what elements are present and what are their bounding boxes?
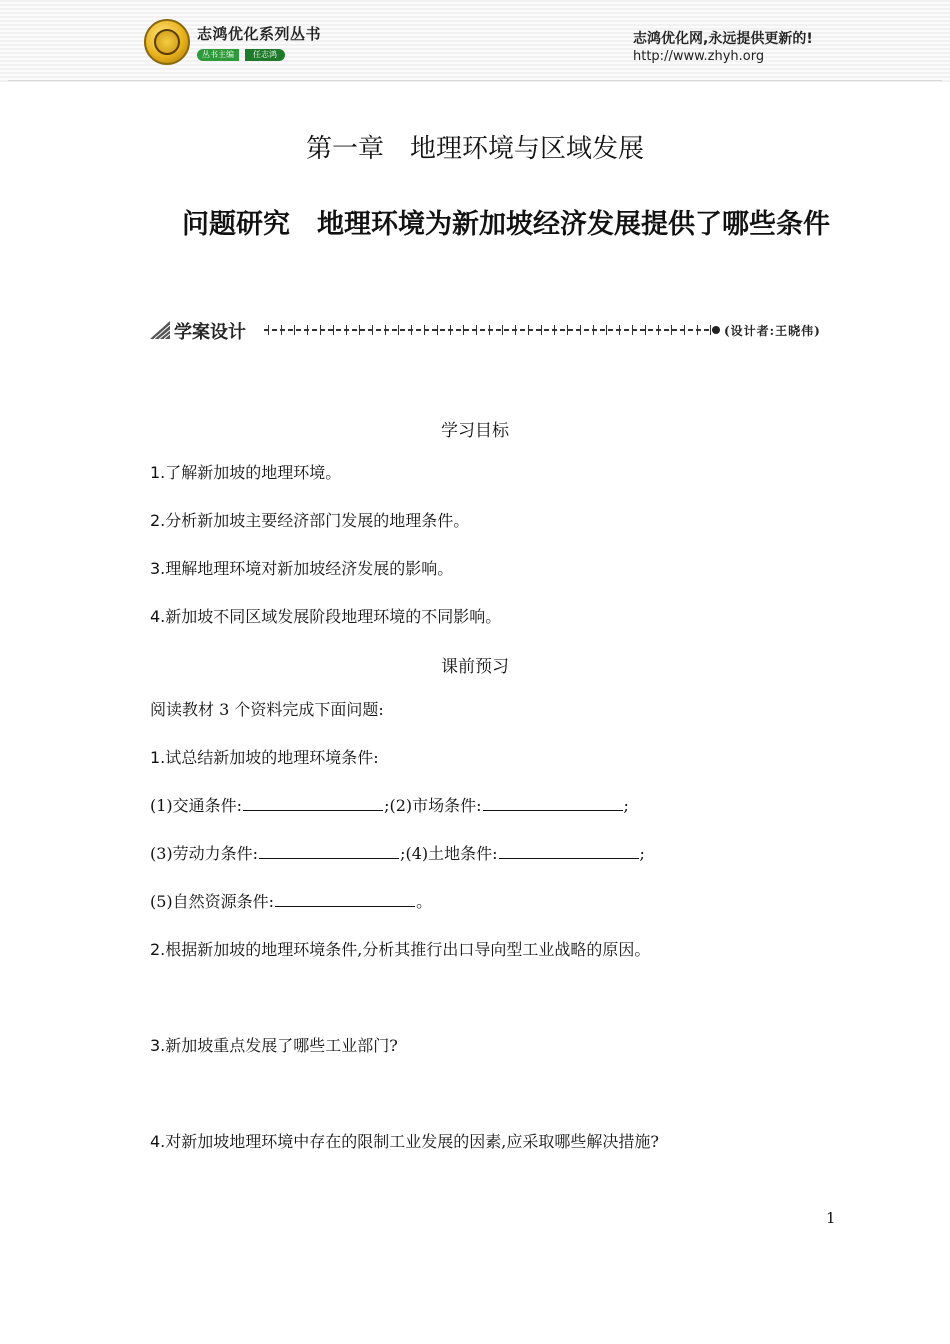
editor-badge-name: 任志鸿 bbox=[245, 49, 285, 61]
question-1: 1.试总结新加坡的地理环境条件: bbox=[150, 748, 379, 767]
page-header bbox=[0, 0, 950, 82]
chapter-title: 第一章 地理环境与区域发展 bbox=[305, 134, 644, 164]
fill-line-2: (3)劳动力条件: ;(4)土地条件: ; bbox=[150, 844, 645, 863]
question-4: 4.对新加坡地理环境中存在的限制工业发展的因素,应采取哪些解决措施? bbox=[150, 1132, 659, 1151]
header-slogan: 志鸿优化网,永远提供更新的! bbox=[633, 31, 813, 47]
header-url: http://www.zhyh.org bbox=[633, 49, 765, 64]
question-2: 2.根据新加坡的地理环境条件,分析其推行出口导向型工业战略的原因。 bbox=[150, 940, 651, 959]
answer-blank-market[interactable] bbox=[483, 796, 623, 811]
answer-blank-resources[interactable] bbox=[275, 892, 415, 907]
objective-item: 2.分析新加坡主要经济部门发展的地理条件。 bbox=[150, 511, 470, 530]
objective-item: 1.了解新加坡的地理环境。 bbox=[150, 463, 342, 482]
answer-blank-labor[interactable] bbox=[259, 844, 399, 859]
section-pen-icon bbox=[150, 321, 170, 339]
editor-badge-label: 丛书主编 bbox=[197, 49, 239, 61]
preview-intro: 阅读教材 3 个资料完成下面问题: bbox=[150, 700, 384, 719]
series-title: 志鸿优化系列丛书 bbox=[197, 25, 322, 43]
fill-line-3: (5)自然资源条件: 。 bbox=[150, 892, 433, 911]
answer-blank-land[interactable] bbox=[499, 844, 639, 859]
objective-item: 3.理解地理环境对新加坡经济发展的影响。 bbox=[150, 559, 454, 578]
preview-heading: 课前预习 bbox=[441, 657, 509, 677]
answer-blank-transport[interactable] bbox=[243, 796, 383, 811]
section-title: 学案设计 bbox=[174, 322, 246, 343]
section-rule-ticks bbox=[268, 325, 712, 335]
question-3: 3.新加坡重点发展了哪些工业部门? bbox=[150, 1036, 398, 1055]
topic-title: 问题研究 地理环境为新加坡经济发展提供了哪些条件 bbox=[182, 209, 830, 240]
page-number: 1 bbox=[826, 1209, 836, 1227]
publisher-logo-icon bbox=[144, 19, 190, 65]
section-designer: (设计者:王晓伟) bbox=[724, 324, 821, 338]
fill-line-1: (1)交通条件: ;(2)市场条件: ; bbox=[150, 796, 629, 815]
header-divider bbox=[8, 80, 942, 81]
objectives-heading: 学习目标 bbox=[441, 421, 509, 441]
objective-item: 4.新加坡不同区域发展阶段地理环境的不同影响。 bbox=[150, 607, 502, 626]
section-rule-end-dot bbox=[712, 326, 720, 334]
